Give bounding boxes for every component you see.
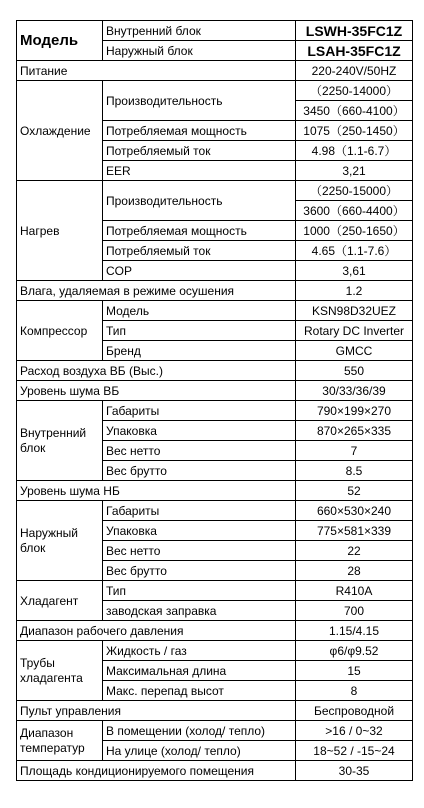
model-outdoor-label: Наружный блок xyxy=(103,41,296,61)
heating-capacity-label: Производительность xyxy=(103,181,296,221)
area-value: 30-35 xyxy=(296,761,413,781)
refrigerant-charge-label: заводская заправка xyxy=(103,601,296,621)
heating-consumption-label: Потребляемая мощность xyxy=(103,221,296,241)
remote-value: Беспроводной xyxy=(296,701,413,721)
pipes-maxlen-value: 15 xyxy=(296,661,413,681)
outdoor-dims-label: Габариты xyxy=(103,501,296,521)
model-outdoor-value: LSAH-35FC1Z xyxy=(296,41,413,61)
airflow-label: Расход воздуха ВБ (Выс.) xyxy=(17,361,296,381)
refrigerant-type-label: Тип xyxy=(103,581,296,601)
refrigerant-charge-value: 700 xyxy=(296,601,413,621)
noise-indoor-label: Уровень шума ВБ xyxy=(17,381,296,401)
power-label: Питание xyxy=(17,61,296,81)
temp-outdoor-label: На улице (холод/ тепло) xyxy=(103,741,296,761)
outdoor-dims-value: 660×530×240 xyxy=(296,501,413,521)
heating-label: Нагрев xyxy=(17,181,103,281)
refrigerant-label: Хладагент xyxy=(17,581,103,621)
outdoor-gross-label: Вес брутто xyxy=(103,561,296,581)
pipes-diam-label: Жидкость / газ xyxy=(103,641,296,661)
model-label: Модель xyxy=(17,21,103,61)
pipes-height-label: Макс. перепад высот xyxy=(103,681,296,701)
temp-indoor-label: В помещении (холод/ тепло) xyxy=(103,721,296,741)
row-pressure xyxy=(17,621,413,641)
refrigerant-type-value: R410A xyxy=(296,581,413,601)
compressor-type-label: Тип xyxy=(103,321,296,341)
remote-label: Пульт управления xyxy=(17,701,296,721)
row-noise-outdoor xyxy=(17,481,413,501)
compressor-model-label: Модель xyxy=(103,301,296,321)
pressure-label: Диапазон рабочего давления xyxy=(17,621,296,641)
indoor-unit-label: Внутренний блок xyxy=(17,401,103,481)
indoor-dims-value: 790×199×270 xyxy=(296,401,413,421)
heating-current-value: 4.65（1.1-7.6） xyxy=(296,241,413,261)
temp-indoor-value: >16 / 0~32 xyxy=(296,721,413,741)
area-label: Площадь кондиционируемого помещения xyxy=(17,761,296,781)
power-value: 220-240V/50HZ xyxy=(296,61,413,81)
heating-cop-value: 3,61 xyxy=(296,261,413,281)
row-heating-capacity-btu xyxy=(17,181,413,201)
compressor-label: Компрессор xyxy=(17,301,103,361)
temp-range-label: Диапазон температур xyxy=(17,721,103,761)
cooling-capacity-w: 3450（660-4100） xyxy=(296,101,413,121)
pipes-diam-value: φ6/φ9.52 xyxy=(296,641,413,661)
indoor-pack-value: 870×265×335 xyxy=(296,421,413,441)
noise-outdoor-label: Уровень шума НБ xyxy=(17,481,296,501)
outdoor-unit-label: Наружный блок xyxy=(17,501,103,581)
indoor-dims-label: Габариты xyxy=(103,401,296,421)
row-indoor-dims xyxy=(17,401,413,421)
dehumid-label: Влага, удаляемая в режиме осушения xyxy=(17,281,296,301)
compressor-model-value: KSN98D32UEZ xyxy=(296,301,413,321)
temp-outdoor-value: 18~52 / -15~24 xyxy=(296,741,413,761)
heating-consumption-value: 1000（250-1650） xyxy=(296,221,413,241)
row-outdoor-dims xyxy=(17,501,413,521)
cooling-current-value: 4.98（1.1-6.7） xyxy=(296,141,413,161)
outdoor-pack-label: Упаковка xyxy=(103,521,296,541)
row-noise-indoor xyxy=(17,381,413,401)
cooling-eer-value: 3,21 xyxy=(296,161,413,181)
heating-cop-label: COP xyxy=(103,261,296,281)
cooling-capacity-btu: （2250-14000） xyxy=(296,81,413,101)
cooling-eer-label: EER xyxy=(103,161,296,181)
compressor-brand-value: GMCC xyxy=(296,341,413,361)
noise-outdoor-value: 52 xyxy=(296,481,413,501)
row-model-indoor xyxy=(17,21,413,41)
outdoor-gross-value: 28 xyxy=(296,561,413,581)
row-refrigerant-type xyxy=(17,581,413,601)
cooling-consumption-label: Потребляемая мощность xyxy=(103,121,296,141)
indoor-gross-label: Вес брутто xyxy=(103,461,296,481)
outdoor-pack-value: 775×581×339 xyxy=(296,521,413,541)
row-pipes-diam xyxy=(17,641,413,661)
row-cooling-capacity-btu xyxy=(17,81,413,101)
pipes-height-value: 8 xyxy=(296,681,413,701)
outdoor-net-value: 22 xyxy=(296,541,413,561)
pipes-label: Трубы хладагента xyxy=(17,641,103,701)
pressure-value: 1.15/4.15 xyxy=(296,621,413,641)
indoor-pack-label: Упаковка xyxy=(103,421,296,441)
outdoor-net-label: Вес нетто xyxy=(103,541,296,561)
pipes-maxlen-label: Максимальная длина xyxy=(103,661,296,681)
heating-current-label: Потребляемый ток xyxy=(103,241,296,261)
indoor-net-label: Вес нетто xyxy=(103,441,296,461)
row-dehumid xyxy=(17,281,413,301)
cooling-consumption-value: 1075（250-1450） xyxy=(296,121,413,141)
indoor-net-value: 7 xyxy=(296,441,413,461)
compressor-type-value: Rotary DC Inverter xyxy=(296,321,413,341)
airflow-value: 550 xyxy=(296,361,413,381)
row-area xyxy=(17,761,413,781)
dehumid-value: 1.2 xyxy=(296,281,413,301)
row-remote xyxy=(17,701,413,721)
heating-capacity-btu: （2250-15000） xyxy=(296,181,413,201)
cooling-current-label: Потребляемый ток xyxy=(103,141,296,161)
model-indoor-label: Внутренний блок xyxy=(103,21,296,41)
compressor-brand-label: Бренд xyxy=(103,341,296,361)
row-power xyxy=(17,61,413,81)
cooling-capacity-label: Производительность xyxy=(103,81,296,121)
noise-indoor-value: 30/33/36/39 xyxy=(296,381,413,401)
spec-table xyxy=(16,20,413,781)
model-indoor-value: LSWH-35FC1Z xyxy=(296,21,413,41)
row-temp-indoor xyxy=(17,721,413,741)
row-airflow xyxy=(17,361,413,381)
cooling-label: Охлаждение xyxy=(17,81,103,181)
row-compressor-model xyxy=(17,301,413,321)
heating-capacity-w: 3600（660-4400） xyxy=(296,201,413,221)
indoor-gross-value: 8.5 xyxy=(296,461,413,481)
